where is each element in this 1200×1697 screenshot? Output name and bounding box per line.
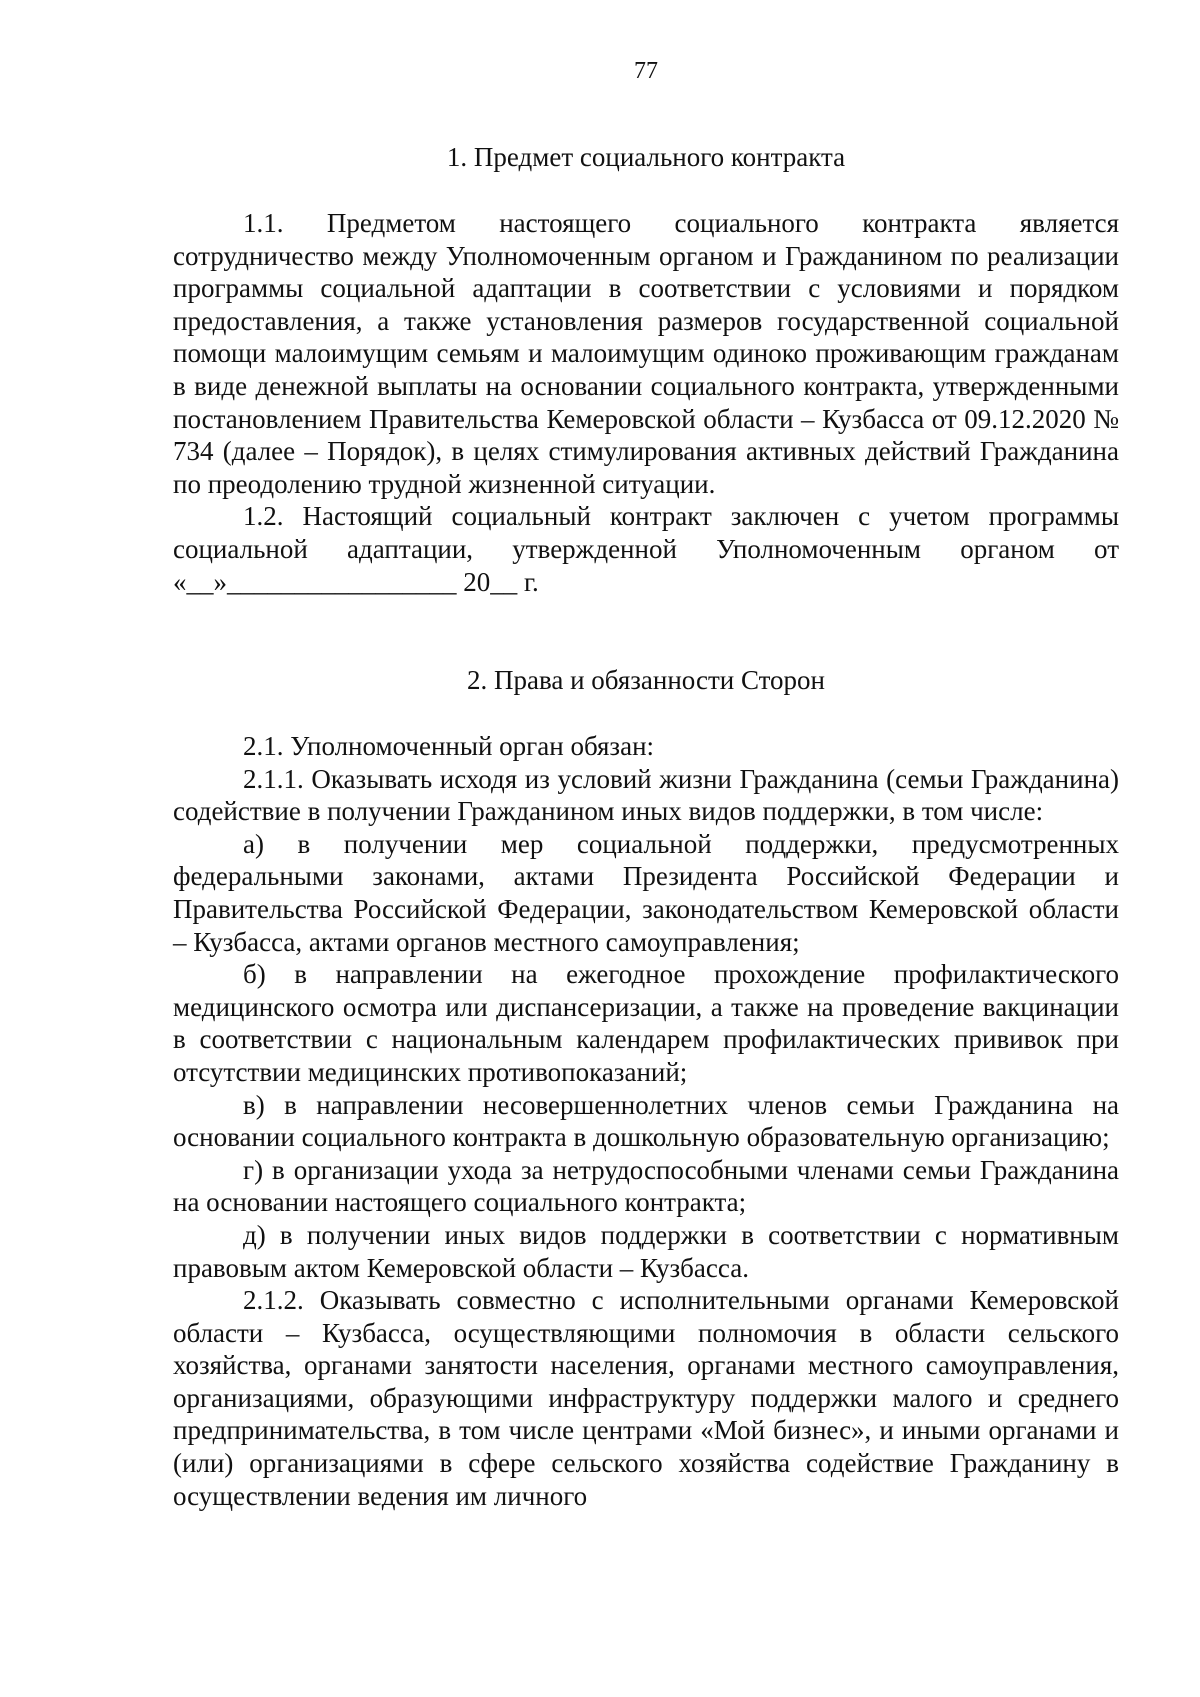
list-item-d: д) в получении иных видов поддержки в соответствии с нормативным правовым актом Кемеровской области – Кузбасса.	[173, 1219, 1119, 1283]
paragraph-1-2: 1.2. Настоящий социальный контракт заключен с учетом программы социальной адаптации, утвержденной Уполномоченным органом от «__»_________________ 20__ г.	[173, 501, 1119, 597]
list-item-v: в) в направлении несовершеннолетних членов семьи Гражданина на основании социального контракта в дошкольную образовательную организацию;	[173, 1089, 1119, 1153]
list-item-a: а) в получении мер социальной поддержки, предусмотренных федеральными законами, актами Президента Российской Федерации и Правительства Российской Федерации, законодательством Кемеровской области – Кузбасса, актами органов местного самоуправления;	[173, 828, 1119, 957]
section-2-title: 2. Права и обязанности Сторон	[466, 665, 826, 695]
paragraph-1-1: 1.1. Предметом настоящего социального контракта является сотрудничество между Уполномоченным органом и Гражданином по реализации программы социальной адаптации в соответствии с условиями и порядком предоставления, а также установления размеров государственной социальной помощи малоимущим семьям и малоимущим одиноко проживающим гражданам в виде денежной выплаты на основании социального контракта, утвержденными постановлением Правительства Кемеровской области – Кузбасса от 09.12.2020 № 734 (далее – Порядок), в целях стимулирования активных действий Гражданина по преодолению трудной жизненной ситуации.	[173, 208, 1119, 499]
paragraph-2-1-1: 2.1.1. Оказывать исходя из условий жизни Гражданина (семьи Гражданина) содействие в получении Гражданином иных видов поддержки, в том числе:	[173, 763, 1119, 827]
list-item-b: б) в направлении на ежегодное прохождение профилактического медицинского осмотра или диспансеризации, а также на проведение вакцинации в соответствии с национальным календарем профилактических прививок при отсутствии медицинских противопоказаний;	[173, 959, 1119, 1087]
section-1-title: 1. Предмет социального контракта	[446, 142, 846, 172]
list-item-g: г) в организации ухода за нетрудоспособными членами семьи Гражданина на основании настоящего социального контракта;	[173, 1154, 1119, 1218]
paragraph-2-1-2: 2.1.2. Оказывать совместно с исполнительными органами Кемеровской области – Кузбасса, осуществляющими полномочия в области сельского хозяйства, органами занятости населения, органами местного самоуправления, организациями, образующими инфраструктуру поддержки малого и среднего предпринимательства, в том числе центрами «Мой бизнес», и иными органами и (или) организациями в сфере сельского хозяйства содействие Гражданину в осуществлении ведения им личного	[173, 1285, 1119, 1511]
paragraph-2-1: 2.1. Уполномоченный орган обязан:	[243, 731, 655, 761]
page-number: 77	[634, 58, 658, 84]
section-1-body	[173, 207, 1119, 598]
section-2-body	[173, 730, 1119, 1512]
